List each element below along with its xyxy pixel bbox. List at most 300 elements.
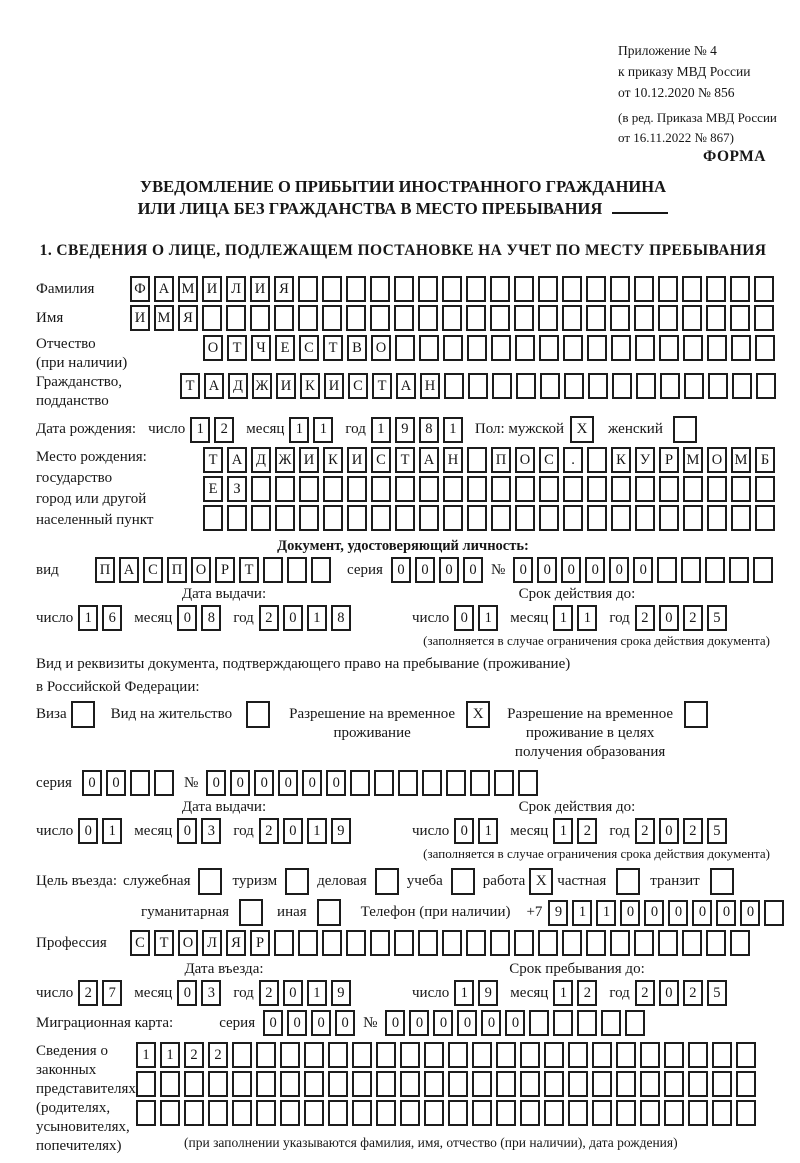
char-cell[interactable] — [424, 1042, 444, 1068]
char-cell[interactable] — [418, 930, 438, 956]
char-cell[interactable] — [448, 1042, 468, 1068]
char-cell[interactable]: У — [635, 447, 655, 473]
char-cell[interactable] — [275, 505, 295, 531]
char-cell[interactable]: 0 — [620, 900, 640, 926]
char-cell[interactable] — [184, 1100, 204, 1126]
char-cell[interactable] — [323, 505, 343, 531]
char-cell[interactable] — [422, 770, 442, 796]
char-cell[interactable]: 0 — [409, 1010, 429, 1036]
char-cell[interactable]: 9 — [548, 900, 568, 926]
char-cell[interactable] — [592, 1100, 612, 1126]
char-cell[interactable]: 9 — [331, 980, 351, 1006]
char-cell[interactable]: 2 — [78, 980, 98, 1006]
char-cell[interactable] — [682, 930, 702, 956]
char-cell[interactable]: . — [563, 447, 583, 473]
char-cell[interactable] — [564, 373, 584, 399]
char-cell[interactable] — [730, 930, 750, 956]
char-cell[interactable] — [616, 1071, 636, 1097]
char-cell[interactable]: 1 — [78, 605, 98, 631]
char-cell[interactable] — [634, 305, 654, 331]
char-cell[interactable] — [586, 305, 606, 331]
char-cell[interactable] — [611, 476, 631, 502]
char-cell[interactable] — [562, 276, 582, 302]
char-cell[interactable] — [754, 305, 774, 331]
char-cell[interactable] — [328, 1071, 348, 1097]
char-cell[interactable] — [587, 505, 607, 531]
char-cell[interactable] — [442, 930, 462, 956]
char-cell[interactable] — [520, 1042, 540, 1068]
char-cell[interactable] — [682, 276, 702, 302]
char-cell[interactable]: 1 — [553, 605, 573, 631]
char-cell[interactable] — [370, 930, 390, 956]
purpose-study-checkbox[interactable] — [451, 868, 475, 895]
purpose-official-checkbox[interactable] — [198, 868, 222, 895]
char-cell[interactable] — [544, 1100, 564, 1126]
char-cell[interactable]: 3 — [201, 818, 221, 844]
char-cell[interactable] — [755, 505, 775, 531]
char-cell[interactable]: 0 — [335, 1010, 355, 1036]
char-cell[interactable] — [443, 335, 463, 361]
purpose-business-checkbox[interactable] — [375, 868, 399, 895]
char-cell[interactable] — [347, 476, 367, 502]
char-cell[interactable]: А — [204, 373, 224, 399]
char-cell[interactable]: С — [143, 557, 163, 583]
char-cell[interactable]: 0 — [254, 770, 274, 796]
char-cell[interactable] — [371, 505, 391, 531]
char-cell[interactable]: Ч — [251, 335, 271, 361]
char-cell[interactable] — [298, 305, 318, 331]
char-cell[interactable] — [518, 770, 538, 796]
char-cell[interactable]: 1 — [478, 605, 498, 631]
char-cell[interactable] — [130, 770, 150, 796]
char-cell[interactable]: 0 — [263, 1010, 283, 1036]
char-cell[interactable] — [708, 373, 728, 399]
char-cell[interactable]: О — [707, 447, 727, 473]
char-cell[interactable] — [529, 1010, 549, 1036]
char-cell[interactable]: С — [348, 373, 368, 399]
char-cell[interactable] — [712, 1100, 732, 1126]
char-cell[interactable] — [540, 373, 560, 399]
char-cell[interactable]: С — [371, 447, 391, 473]
char-cell[interactable]: 9 — [395, 417, 415, 443]
char-cell[interactable]: А — [396, 373, 416, 399]
char-cell[interactable]: 2 — [683, 605, 703, 631]
char-cell[interactable]: 0 — [513, 557, 533, 583]
char-cell[interactable]: М — [154, 305, 174, 331]
char-cell[interactable]: Я — [274, 276, 294, 302]
char-cell[interactable] — [660, 373, 680, 399]
char-cell[interactable]: С — [130, 930, 150, 956]
char-cell[interactable] — [755, 476, 775, 502]
char-cell[interactable]: М — [683, 447, 703, 473]
char-cell[interactable] — [202, 305, 222, 331]
char-cell[interactable]: 0 — [82, 770, 102, 796]
char-cell[interactable] — [755, 335, 775, 361]
char-cell[interactable] — [610, 276, 630, 302]
char-cell[interactable] — [539, 335, 559, 361]
char-cell[interactable] — [280, 1071, 300, 1097]
char-cell[interactable] — [376, 1071, 396, 1097]
char-cell[interactable]: 2 — [259, 605, 279, 631]
char-cell[interactable]: О — [515, 447, 535, 473]
char-cell[interactable]: А — [119, 557, 139, 583]
char-cell[interactable] — [263, 557, 283, 583]
char-cell[interactable]: 1 — [160, 1042, 180, 1068]
char-cell[interactable]: 1 — [307, 818, 327, 844]
char-cell[interactable]: 0 — [415, 557, 435, 583]
char-cell[interactable] — [664, 1071, 684, 1097]
char-cell[interactable] — [731, 476, 751, 502]
char-cell[interactable]: 0 — [283, 818, 303, 844]
char-cell[interactable] — [491, 505, 511, 531]
char-cell[interactable] — [562, 305, 582, 331]
char-cell[interactable] — [491, 476, 511, 502]
char-cell[interactable] — [347, 505, 367, 531]
char-cell[interactable]: 0 — [463, 557, 483, 583]
char-cell[interactable] — [208, 1100, 228, 1126]
char-cell[interactable] — [587, 476, 607, 502]
char-cell[interactable] — [659, 505, 679, 531]
char-cell[interactable] — [494, 770, 514, 796]
char-cell[interactable]: 1 — [596, 900, 616, 926]
purpose-humanitarian-checkbox[interactable] — [239, 899, 263, 926]
char-cell[interactable]: 0 — [659, 980, 679, 1006]
char-cell[interactable] — [636, 373, 656, 399]
char-cell[interactable] — [370, 305, 390, 331]
char-cell[interactable] — [568, 1071, 588, 1097]
char-cell[interactable] — [424, 1100, 444, 1126]
char-cell[interactable]: 9 — [478, 980, 498, 1006]
char-cell[interactable]: 0 — [278, 770, 298, 796]
char-cell[interactable]: 2 — [184, 1042, 204, 1068]
char-cell[interactable] — [520, 1100, 540, 1126]
char-cell[interactable]: П — [491, 447, 511, 473]
char-cell[interactable]: О — [203, 335, 223, 361]
char-cell[interactable] — [586, 930, 606, 956]
char-cell[interactable] — [419, 476, 439, 502]
char-cell[interactable]: 2 — [683, 818, 703, 844]
char-cell[interactable] — [635, 335, 655, 361]
char-cell[interactable] — [418, 305, 438, 331]
char-cell[interactable] — [706, 930, 726, 956]
char-cell[interactable] — [280, 1042, 300, 1068]
char-cell[interactable] — [732, 373, 752, 399]
char-cell[interactable]: Ж — [275, 447, 295, 473]
char-cell[interactable] — [563, 335, 583, 361]
char-cell[interactable]: Т — [203, 447, 223, 473]
char-cell[interactable] — [496, 1042, 516, 1068]
char-cell[interactable] — [400, 1071, 420, 1097]
char-cell[interactable]: 1 — [307, 605, 327, 631]
char-cell[interactable] — [682, 305, 702, 331]
char-cell[interactable]: М — [178, 276, 198, 302]
residence-permit-checkbox[interactable] — [246, 701, 270, 728]
char-cell[interactable] — [322, 305, 342, 331]
char-cell[interactable] — [467, 447, 487, 473]
char-cell[interactable] — [419, 505, 439, 531]
char-cell[interactable] — [516, 373, 536, 399]
char-cell[interactable]: К — [323, 447, 343, 473]
char-cell[interactable] — [299, 505, 319, 531]
char-cell[interactable] — [688, 1042, 708, 1068]
char-cell[interactable] — [154, 770, 174, 796]
char-cell[interactable] — [712, 1071, 732, 1097]
char-cell[interactable] — [684, 373, 704, 399]
char-cell[interactable]: Ж — [252, 373, 272, 399]
char-cell[interactable] — [374, 770, 394, 796]
char-cell[interactable] — [538, 305, 558, 331]
char-cell[interactable] — [611, 505, 631, 531]
char-cell[interactable]: 1 — [307, 980, 327, 1006]
char-cell[interactable]: 2 — [635, 980, 655, 1006]
char-cell[interactable] — [496, 1071, 516, 1097]
char-cell[interactable]: А — [227, 447, 247, 473]
char-cell[interactable] — [568, 1042, 588, 1068]
char-cell[interactable]: И — [324, 373, 344, 399]
char-cell[interactable] — [443, 476, 463, 502]
char-cell[interactable] — [496, 1100, 516, 1126]
char-cell[interactable] — [544, 1042, 564, 1068]
char-cell[interactable]: 8 — [201, 605, 221, 631]
char-cell[interactable] — [707, 505, 727, 531]
char-cell[interactable]: Р — [659, 447, 679, 473]
char-cell[interactable]: 9 — [331, 818, 351, 844]
char-cell[interactable] — [395, 476, 415, 502]
char-cell[interactable] — [520, 1071, 540, 1097]
char-cell[interactable] — [394, 930, 414, 956]
char-cell[interactable] — [587, 335, 607, 361]
char-cell[interactable] — [658, 305, 678, 331]
char-cell[interactable] — [640, 1071, 660, 1097]
purpose-work-checkbox[interactable]: X — [529, 868, 553, 895]
char-cell[interactable]: 1 — [371, 417, 391, 443]
char-cell[interactable]: Ф — [130, 276, 150, 302]
char-cell[interactable] — [395, 505, 415, 531]
char-cell[interactable] — [730, 305, 750, 331]
char-cell[interactable] — [250, 305, 270, 331]
char-cell[interactable] — [443, 505, 463, 531]
char-cell[interactable]: Т — [239, 557, 259, 583]
char-cell[interactable]: К — [300, 373, 320, 399]
char-cell[interactable]: Л — [226, 276, 246, 302]
char-cell[interactable] — [588, 373, 608, 399]
char-cell[interactable] — [612, 373, 632, 399]
char-cell[interactable] — [442, 305, 462, 331]
char-cell[interactable] — [370, 276, 390, 302]
char-cell[interactable] — [610, 930, 630, 956]
char-cell[interactable]: И — [202, 276, 222, 302]
char-cell[interactable]: З — [227, 476, 247, 502]
temp-residence-edu-checkbox[interactable] — [684, 701, 708, 728]
char-cell[interactable]: Д — [228, 373, 248, 399]
char-cell[interactable] — [610, 305, 630, 331]
char-cell[interactable] — [328, 1042, 348, 1068]
char-cell[interactable] — [640, 1042, 660, 1068]
char-cell[interactable] — [184, 1071, 204, 1097]
char-cell[interactable]: Н — [420, 373, 440, 399]
char-cell[interactable] — [275, 476, 295, 502]
char-cell[interactable] — [544, 1071, 564, 1097]
char-cell[interactable] — [350, 770, 370, 796]
char-cell[interactable]: 1 — [572, 900, 592, 926]
char-cell[interactable]: 5 — [707, 980, 727, 1006]
char-cell[interactable]: 8 — [331, 605, 351, 631]
char-cell[interactable] — [706, 276, 726, 302]
char-cell[interactable] — [514, 930, 534, 956]
char-cell[interactable]: О — [178, 930, 198, 956]
char-cell[interactable] — [705, 557, 725, 583]
char-cell[interactable] — [472, 1100, 492, 1126]
char-cell[interactable]: 2 — [577, 818, 597, 844]
char-cell[interactable]: 5 — [707, 605, 727, 631]
char-cell[interactable]: Т — [227, 335, 247, 361]
char-cell[interactable] — [208, 1071, 228, 1097]
char-cell[interactable] — [256, 1042, 276, 1068]
char-cell[interactable] — [635, 476, 655, 502]
char-cell[interactable] — [322, 276, 342, 302]
char-cell[interactable] — [688, 1100, 708, 1126]
char-cell[interactable] — [568, 1100, 588, 1126]
char-cell[interactable] — [287, 557, 307, 583]
char-cell[interactable]: Н — [443, 447, 463, 473]
char-cell[interactable] — [515, 335, 535, 361]
char-cell[interactable]: 0 — [283, 980, 303, 1006]
char-cell[interactable]: 0 — [433, 1010, 453, 1036]
char-cell[interactable] — [736, 1042, 756, 1068]
char-cell[interactable]: 1 — [454, 980, 474, 1006]
char-cell[interactable] — [256, 1071, 276, 1097]
char-cell[interactable] — [298, 276, 318, 302]
char-cell[interactable]: В — [347, 335, 367, 361]
char-cell[interactable] — [736, 1100, 756, 1126]
char-cell[interactable]: 0 — [505, 1010, 525, 1036]
visa-checkbox[interactable] — [71, 701, 95, 728]
char-cell[interactable] — [659, 476, 679, 502]
char-cell[interactable] — [562, 930, 582, 956]
char-cell[interactable] — [563, 476, 583, 502]
char-cell[interactable] — [468, 373, 488, 399]
char-cell[interactable]: И — [276, 373, 296, 399]
char-cell[interactable]: 2 — [259, 980, 279, 1006]
char-cell[interactable] — [635, 505, 655, 531]
char-cell[interactable] — [418, 276, 438, 302]
char-cell[interactable] — [376, 1100, 396, 1126]
char-cell[interactable] — [467, 335, 487, 361]
char-cell[interactable] — [539, 505, 559, 531]
char-cell[interactable] — [539, 476, 559, 502]
char-cell[interactable] — [311, 557, 331, 583]
char-cell[interactable]: П — [167, 557, 187, 583]
char-cell[interactable] — [466, 930, 486, 956]
char-cell[interactable]: Я — [226, 930, 246, 956]
char-cell[interactable] — [490, 276, 510, 302]
char-cell[interactable] — [376, 1042, 396, 1068]
char-cell[interactable] — [346, 930, 366, 956]
char-cell[interactable]: И — [299, 447, 319, 473]
char-cell[interactable] — [160, 1100, 180, 1126]
char-cell[interactable]: 1 — [289, 417, 309, 443]
char-cell[interactable] — [592, 1071, 612, 1097]
char-cell[interactable] — [681, 557, 701, 583]
char-cell[interactable]: 0 — [537, 557, 557, 583]
char-cell[interactable]: С — [539, 447, 559, 473]
char-cell[interactable] — [444, 373, 464, 399]
char-cell[interactable] — [657, 557, 677, 583]
char-cell[interactable] — [446, 770, 466, 796]
char-cell[interactable] — [328, 1100, 348, 1126]
char-cell[interactable] — [323, 476, 343, 502]
male-checkbox[interactable]: X — [570, 416, 594, 443]
char-cell[interactable]: Т — [323, 335, 343, 361]
char-cell[interactable]: 2 — [214, 417, 234, 443]
char-cell[interactable] — [448, 1100, 468, 1126]
char-cell[interactable] — [227, 505, 247, 531]
char-cell[interactable]: 0 — [454, 605, 474, 631]
female-checkbox[interactable] — [673, 416, 697, 443]
char-cell[interactable] — [466, 276, 486, 302]
char-cell[interactable]: С — [299, 335, 319, 361]
char-cell[interactable]: 0 — [78, 818, 98, 844]
char-cell[interactable]: 0 — [177, 605, 197, 631]
char-cell[interactable] — [467, 476, 487, 502]
char-cell[interactable] — [616, 1100, 636, 1126]
char-cell[interactable]: 1 — [577, 605, 597, 631]
char-cell[interactable]: 6 — [102, 605, 122, 631]
char-cell[interactable]: 0 — [659, 818, 679, 844]
char-cell[interactable]: К — [611, 447, 631, 473]
char-cell[interactable]: 2 — [208, 1042, 228, 1068]
char-cell[interactable]: 0 — [177, 818, 197, 844]
char-cell[interactable] — [232, 1042, 252, 1068]
char-cell[interactable]: 2 — [635, 818, 655, 844]
char-cell[interactable]: 1 — [443, 417, 463, 443]
char-cell[interactable] — [664, 1100, 684, 1126]
char-cell[interactable] — [538, 930, 558, 956]
char-cell[interactable]: Р — [250, 930, 270, 956]
char-cell[interactable]: 0 — [740, 900, 760, 926]
char-cell[interactable]: 0 — [668, 900, 688, 926]
char-cell[interactable]: 0 — [287, 1010, 307, 1036]
char-cell[interactable] — [398, 770, 418, 796]
char-cell[interactable]: 0 — [311, 1010, 331, 1036]
char-cell[interactable] — [634, 930, 654, 956]
char-cell[interactable]: 2 — [577, 980, 597, 1006]
char-cell[interactable] — [280, 1100, 300, 1126]
char-cell[interactable]: Б — [755, 447, 775, 473]
char-cell[interactable] — [352, 1042, 372, 1068]
char-cell[interactable]: 8 — [419, 417, 439, 443]
char-cell[interactable] — [514, 276, 534, 302]
char-cell[interactable]: 1 — [553, 980, 573, 1006]
char-cell[interactable] — [467, 505, 487, 531]
char-cell[interactable]: 2 — [635, 605, 655, 631]
char-cell[interactable] — [203, 505, 223, 531]
purpose-tourism-checkbox[interactable] — [285, 868, 309, 895]
char-cell[interactable] — [736, 1071, 756, 1097]
char-cell[interactable] — [634, 276, 654, 302]
char-cell[interactable]: 0 — [385, 1010, 405, 1036]
char-cell[interactable] — [601, 1010, 621, 1036]
char-cell[interactable] — [683, 476, 703, 502]
char-cell[interactable] — [226, 305, 246, 331]
char-cell[interactable]: 5 — [707, 818, 727, 844]
char-cell[interactable] — [251, 505, 271, 531]
char-cell[interactable] — [346, 305, 366, 331]
char-cell[interactable]: А — [419, 447, 439, 473]
char-cell[interactable]: О — [371, 335, 391, 361]
char-cell[interactable] — [538, 276, 558, 302]
char-cell[interactable] — [394, 305, 414, 331]
